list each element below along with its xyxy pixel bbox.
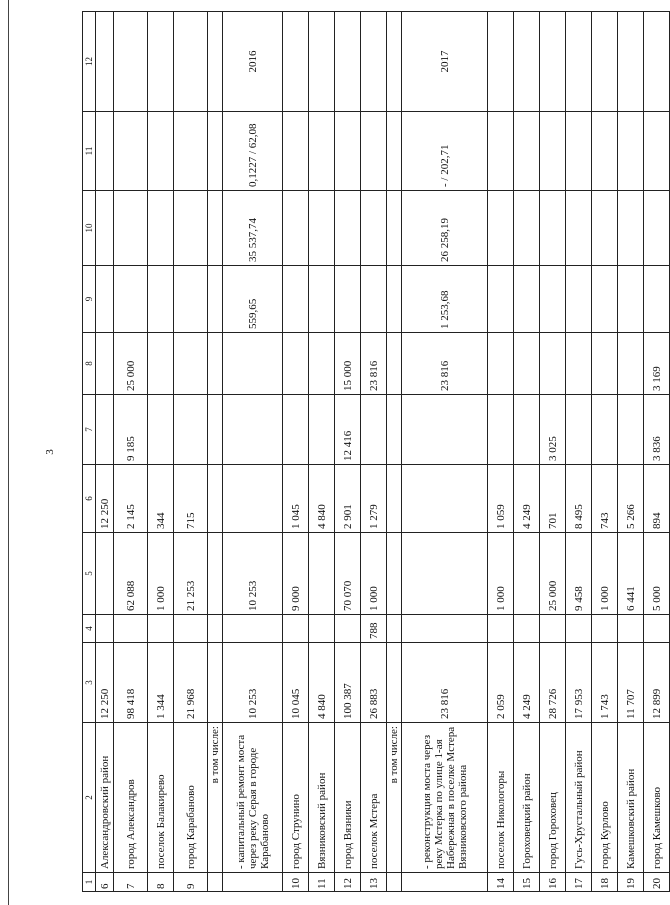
value-cell-8 <box>283 333 309 395</box>
column-header-3: 3 <box>83 643 96 723</box>
row-number-cell: 11 <box>309 873 335 892</box>
value-cell-3: 10 253 <box>223 643 283 723</box>
value-cell-7: 3 836 <box>644 395 670 465</box>
row-number-cell: 13 <box>361 873 387 892</box>
value-cell-9 <box>309 266 335 333</box>
row-number-cell: 8 <box>148 873 174 892</box>
value-cell-11 <box>96 112 114 191</box>
table-row <box>592 12 618 892</box>
value-cell-11: 0,1227 / 62,08 <box>223 112 283 191</box>
value-cell-8: 25 000 <box>114 333 148 395</box>
object-name-cell: Камешковский район <box>618 723 644 873</box>
value-cell-11 <box>114 112 148 191</box>
value-cell-7 <box>96 395 114 465</box>
value-cell-9 <box>540 266 566 333</box>
value-cell-3: 12 899 <box>644 643 670 723</box>
value-cell-5 <box>96 533 114 615</box>
value-cell-3: 100 387 <box>335 643 361 723</box>
year-cell <box>309 12 335 112</box>
value-cell-11 <box>488 112 514 191</box>
data-table <box>82 11 670 892</box>
object-name-cell: город Карабаново <box>174 723 208 873</box>
value-cell-7 <box>361 395 387 465</box>
value-cell-7 <box>566 395 592 465</box>
value-cell-9 <box>566 266 592 333</box>
value-cell-4 <box>96 615 114 643</box>
value-cell-7 <box>208 395 223 465</box>
value-cell-7 <box>514 395 540 465</box>
value-cell-11 <box>514 112 540 191</box>
value-cell-10 <box>644 191 670 266</box>
value-cell-8 <box>208 333 223 395</box>
value-cell-7: 12 416 <box>335 395 361 465</box>
value-cell-7 <box>174 395 208 465</box>
value-cell-3: 17 953 <box>566 643 592 723</box>
row-number-cell <box>387 873 402 892</box>
value-cell-3: 11 707 <box>618 643 644 723</box>
row-number-cell: 7 <box>114 873 148 892</box>
table-row <box>514 12 540 892</box>
value-cell-5: 9 458 <box>566 533 592 615</box>
value-cell-7: 3 025 <box>540 395 566 465</box>
value-cell-5: 9 000 <box>283 533 309 615</box>
value-cell-8 <box>592 333 618 395</box>
value-cell-11 <box>618 112 644 191</box>
column-header-11: 11 <box>83 112 96 191</box>
table-row <box>114 12 148 892</box>
table-row <box>148 12 174 892</box>
value-cell-4 <box>208 615 223 643</box>
value-cell-10 <box>540 191 566 266</box>
value-cell-3: 98 418 <box>114 643 148 723</box>
value-cell-7 <box>618 395 644 465</box>
value-cell-8 <box>309 333 335 395</box>
value-cell-8 <box>566 333 592 395</box>
value-cell-5: 6 441 <box>618 533 644 615</box>
value-cell-9 <box>488 266 514 333</box>
value-cell-8 <box>223 333 283 395</box>
value-cell-5: 1 000 <box>361 533 387 615</box>
year-cell <box>514 12 540 112</box>
value-cell-4 <box>309 615 335 643</box>
value-cell-9 <box>174 266 208 333</box>
value-cell-9 <box>592 266 618 333</box>
value-cell-5: 1 000 <box>488 533 514 615</box>
value-cell-6: 4 249 <box>514 465 540 533</box>
value-cell-5: 5 000 <box>644 533 670 615</box>
row-number-cell <box>223 873 283 892</box>
table-row <box>223 12 283 892</box>
value-cell-6: 8 495 <box>566 465 592 533</box>
value-cell-3: 1 344 <box>148 643 174 723</box>
value-cell-3: 4 840 <box>309 643 335 723</box>
value-cell-9 <box>148 266 174 333</box>
value-cell-7 <box>283 395 309 465</box>
value-cell-5: 1 000 <box>592 533 618 615</box>
row-number-cell: 12 <box>335 873 361 892</box>
row-number-cell: 19 <box>618 873 644 892</box>
year-cell <box>208 12 223 112</box>
value-cell-11 <box>309 112 335 191</box>
value-cell-8 <box>618 333 644 395</box>
table-row <box>488 12 514 892</box>
object-name-cell: - реконструкция моста через реку Мстерка по улице 1-ая Набережная в поселке Мстера Вязниковского района <box>402 723 488 873</box>
year-cell <box>96 12 114 112</box>
value-cell-8: 15 000 <box>335 333 361 395</box>
value-cell-5 <box>402 533 488 615</box>
table-row <box>309 12 335 892</box>
year-cell <box>540 12 566 112</box>
year-cell <box>361 12 387 112</box>
object-name-cell: поселок Балакирево <box>148 723 174 873</box>
value-cell-3 <box>387 643 402 723</box>
value-cell-5: 21 253 <box>174 533 208 615</box>
value-cell-5 <box>208 533 223 615</box>
table-row <box>618 12 644 892</box>
value-cell-9 <box>644 266 670 333</box>
value-cell-6: 894 <box>644 465 670 533</box>
value-cell-4 <box>618 615 644 643</box>
column-header-4: 4 <box>83 615 96 643</box>
value-cell-5: 25 000 <box>540 533 566 615</box>
value-cell-8 <box>514 333 540 395</box>
value-cell-6 <box>223 465 283 533</box>
value-cell-9 <box>96 266 114 333</box>
value-cell-3: 4 249 <box>514 643 540 723</box>
value-cell-8 <box>148 333 174 395</box>
table-row <box>644 12 670 892</box>
row-number-cell: 15 <box>514 873 540 892</box>
value-cell-10: 35 537,74 <box>223 191 283 266</box>
value-cell-5: 70 070 <box>335 533 361 615</box>
row-number-cell: 14 <box>488 873 514 892</box>
table-row <box>96 12 114 892</box>
value-cell-9 <box>114 266 148 333</box>
table-row <box>387 12 402 892</box>
value-cell-6: 12 250 <box>96 465 114 533</box>
value-cell-9 <box>361 266 387 333</box>
value-cell-11 <box>387 112 402 191</box>
column-header-1: 1 <box>83 873 96 892</box>
value-cell-6: 701 <box>540 465 566 533</box>
value-cell-6: 4 840 <box>309 465 335 533</box>
table-row <box>361 12 387 892</box>
row-number-cell: 17 <box>566 873 592 892</box>
value-cell-9: 559,65 <box>223 266 283 333</box>
value-cell-9 <box>335 266 361 333</box>
value-cell-4 <box>114 615 148 643</box>
value-cell-3: 2 059 <box>488 643 514 723</box>
value-cell-7 <box>488 395 514 465</box>
value-cell-10 <box>592 191 618 266</box>
value-cell-11 <box>361 112 387 191</box>
object-name-cell: поселок Никологоры <box>488 723 514 873</box>
value-cell-6: 1 059 <box>488 465 514 533</box>
column-header-9: 9 <box>83 266 96 333</box>
year-cell <box>114 12 148 112</box>
year-cell <box>387 12 402 112</box>
value-cell-8 <box>96 333 114 395</box>
object-name-cell: Александровский район <box>96 723 114 873</box>
value-cell-9 <box>208 266 223 333</box>
value-cell-6: 715 <box>174 465 208 533</box>
value-cell-10 <box>96 191 114 266</box>
value-cell-5: 10 253 <box>223 533 283 615</box>
object-name-cell: Гусь-Хрустальный район <box>566 723 592 873</box>
value-cell-7 <box>309 395 335 465</box>
value-cell-10 <box>148 191 174 266</box>
value-cell-10 <box>174 191 208 266</box>
value-cell-4: 788 <box>361 615 387 643</box>
object-name-cell: город Струнино <box>283 723 309 873</box>
value-cell-7 <box>592 395 618 465</box>
value-cell-10 <box>387 191 402 266</box>
value-cell-8 <box>387 333 402 395</box>
year-cell <box>618 12 644 112</box>
value-cell-5 <box>387 533 402 615</box>
value-cell-7 <box>148 395 174 465</box>
value-cell-4 <box>540 615 566 643</box>
row-number-cell: 18 <box>592 873 618 892</box>
value-cell-4 <box>488 615 514 643</box>
value-cell-8: 23 816 <box>402 333 488 395</box>
value-cell-7 <box>223 395 283 465</box>
margin-line <box>8 0 9 905</box>
value-cell-3: 10 045 <box>283 643 309 723</box>
value-cell-4 <box>283 615 309 643</box>
header-row <box>83 12 96 892</box>
value-cell-7 <box>402 395 488 465</box>
value-cell-4 <box>402 615 488 643</box>
object-name-cell: Вязниковский район <box>309 723 335 873</box>
value-cell-4 <box>148 615 174 643</box>
value-cell-3: 23 816 <box>402 643 488 723</box>
value-cell-5: 62 088 <box>114 533 148 615</box>
table-row <box>174 12 208 892</box>
value-cell-8 <box>174 333 208 395</box>
object-name-cell: - капитальный ремонт моста через реку Серая в городе Карабаново <box>223 723 283 873</box>
value-cell-4 <box>387 615 402 643</box>
value-cell-11 <box>148 112 174 191</box>
year-cell <box>592 12 618 112</box>
column-header-8: 8 <box>83 333 96 395</box>
object-name-cell: город Вязники <box>335 723 361 873</box>
value-cell-3: 28 726 <box>540 643 566 723</box>
value-cell-3: 1 743 <box>592 643 618 723</box>
year-cell <box>566 12 592 112</box>
value-cell-10 <box>208 191 223 266</box>
subtotal-label-cell: в том числе: <box>208 723 223 873</box>
value-cell-9: 1 253,68 <box>402 266 488 333</box>
value-cell-10 <box>488 191 514 266</box>
object-name-cell: Гороховецкий район <box>514 723 540 873</box>
row-number-cell: 10 <box>283 873 309 892</box>
value-cell-4 <box>514 615 540 643</box>
table-body <box>83 12 670 892</box>
value-cell-4 <box>174 615 208 643</box>
column-header-12: 12 <box>83 12 96 112</box>
value-cell-6 <box>402 465 488 533</box>
value-cell-4 <box>335 615 361 643</box>
subtotal-label-cell: в том числе: <box>387 723 402 873</box>
value-cell-10 <box>335 191 361 266</box>
value-cell-3: 12 250 <box>96 643 114 723</box>
column-header-10: 10 <box>83 191 96 266</box>
value-cell-9 <box>514 266 540 333</box>
value-cell-11 <box>335 112 361 191</box>
row-number-cell: 9 <box>174 873 208 892</box>
row-number-cell <box>402 873 488 892</box>
value-cell-6 <box>387 465 402 533</box>
value-cell-8 <box>540 333 566 395</box>
table-row <box>566 12 592 892</box>
value-cell-3 <box>208 643 223 723</box>
row-number-cell: 20 <box>644 873 670 892</box>
value-cell-11 <box>566 112 592 191</box>
column-header-7: 7 <box>83 395 96 465</box>
column-header-5: 5 <box>83 533 96 615</box>
value-cell-8 <box>488 333 514 395</box>
value-cell-10 <box>309 191 335 266</box>
table-row <box>208 12 223 892</box>
value-cell-6: 1 279 <box>361 465 387 533</box>
value-cell-11 <box>174 112 208 191</box>
value-cell-11 <box>592 112 618 191</box>
value-cell-11 <box>540 112 566 191</box>
value-cell-10 <box>361 191 387 266</box>
value-cell-10 <box>283 191 309 266</box>
value-cell-9 <box>618 266 644 333</box>
value-cell-4 <box>566 615 592 643</box>
column-header-2: 2 <box>83 723 96 873</box>
value-cell-3: 26 883 <box>361 643 387 723</box>
value-cell-6: 1 045 <box>283 465 309 533</box>
row-number-cell: 6 <box>96 873 114 892</box>
year-cell <box>148 12 174 112</box>
year-cell: 2016 <box>223 12 283 112</box>
value-cell-7: 9 185 <box>114 395 148 465</box>
value-cell-6: 2 901 <box>335 465 361 533</box>
object-name-cell: город Камешково <box>644 723 670 873</box>
year-cell <box>335 12 361 112</box>
object-name-cell: город Гороховец <box>540 723 566 873</box>
value-cell-4 <box>592 615 618 643</box>
object-name-cell: город Александров <box>114 723 148 873</box>
value-cell-6 <box>208 465 223 533</box>
object-name-cell: поселок Мстера <box>361 723 387 873</box>
value-cell-10 <box>514 191 540 266</box>
year-cell <box>488 12 514 112</box>
table-row <box>283 12 309 892</box>
rotated-table-area <box>44 12 663 892</box>
value-cell-5 <box>514 533 540 615</box>
page-number: 3 <box>44 449 56 455</box>
column-header-6: 6 <box>83 465 96 533</box>
value-cell-10: 26 258,19 <box>402 191 488 266</box>
value-cell-6: 344 <box>148 465 174 533</box>
table-row <box>402 12 488 892</box>
table-row <box>335 12 361 892</box>
value-cell-5: 1 000 <box>148 533 174 615</box>
value-cell-6: 2 145 <box>114 465 148 533</box>
year-cell <box>283 12 309 112</box>
year-cell: 2017 <box>402 12 488 112</box>
value-cell-11: - / 202,71 <box>402 112 488 191</box>
value-cell-11 <box>644 112 670 191</box>
value-cell-8: 3 169 <box>644 333 670 395</box>
value-cell-11 <box>208 112 223 191</box>
value-cell-10 <box>618 191 644 266</box>
value-cell-9 <box>283 266 309 333</box>
value-cell-10 <box>114 191 148 266</box>
object-name-cell: город Курлово <box>592 723 618 873</box>
value-cell-6: 743 <box>592 465 618 533</box>
value-cell-4 <box>644 615 670 643</box>
value-cell-10 <box>566 191 592 266</box>
year-cell <box>174 12 208 112</box>
table-row <box>540 12 566 892</box>
value-cell-5 <box>309 533 335 615</box>
value-cell-9 <box>387 266 402 333</box>
value-cell-8: 23 816 <box>361 333 387 395</box>
row-number-cell <box>208 873 223 892</box>
value-cell-4 <box>223 615 283 643</box>
value-cell-6: 5 266 <box>618 465 644 533</box>
value-cell-3: 21 968 <box>174 643 208 723</box>
year-cell <box>644 12 670 112</box>
row-number-cell: 16 <box>540 873 566 892</box>
value-cell-7 <box>387 395 402 465</box>
value-cell-11 <box>283 112 309 191</box>
